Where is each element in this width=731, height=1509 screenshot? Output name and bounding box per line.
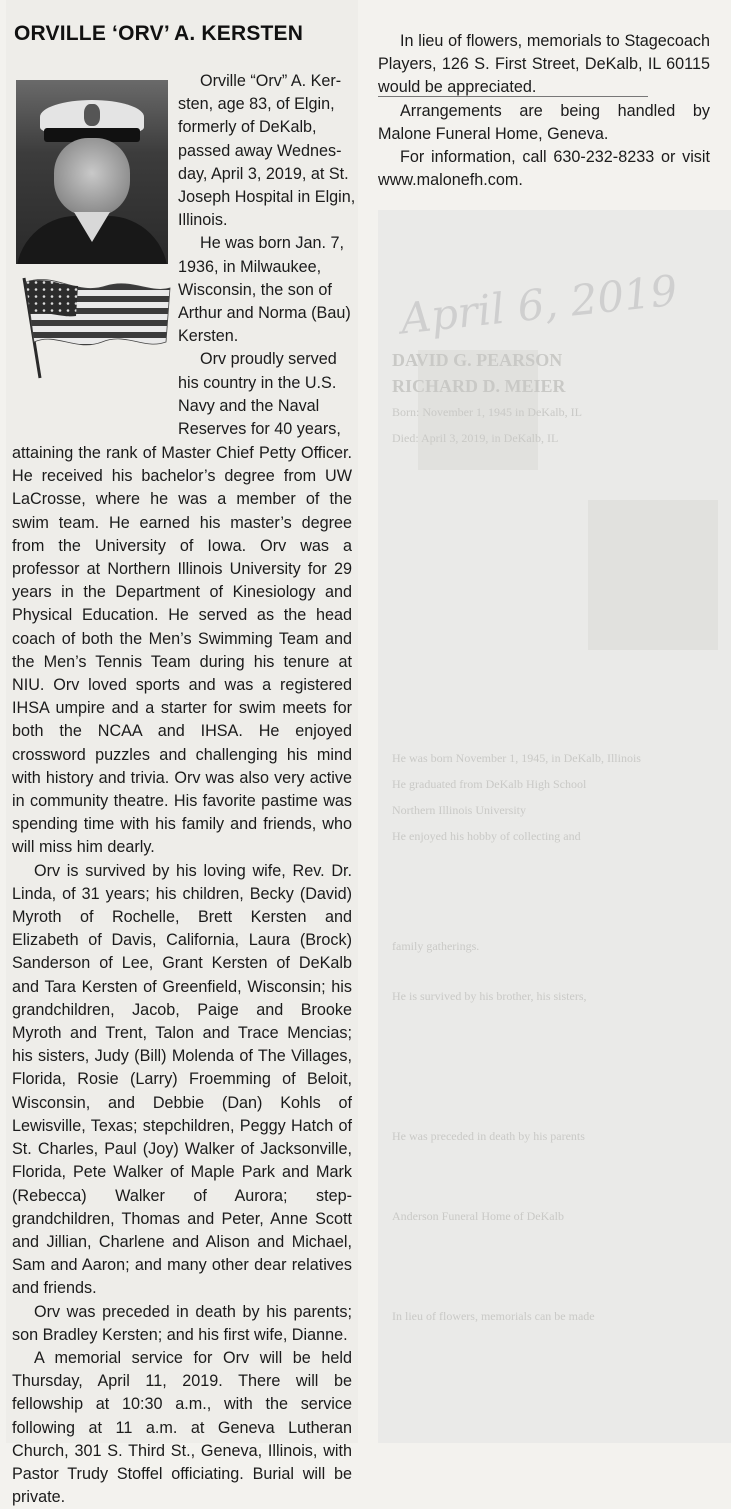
obituary-paragraph: Orv was preceded in death by his parents; son Bradley Kersten; and his first wife, Dianne. bbox=[12, 1302, 352, 1344]
obituary-line: formerly of DeKalb, bbox=[178, 118, 317, 137]
obituary-body-text bbox=[12, 442, 352, 1509]
bleed-through-line: He was born November 1, 1945, in DeKalb, Illinois bbox=[392, 751, 641, 765]
portrait-photo bbox=[16, 80, 168, 264]
obituary-headline: ORVILLE ‘ORV’ A. KERSTEN bbox=[14, 22, 304, 45]
obituary-paragraph: attaining the rank of Master Chief Petty Officer. He received his bachelor’s degree from UW LaCrosse, where he was a member of the swim team. He earned his master’s degree from the University of Iowa. Orv was a professor at Northern Illinois University for 29 years in the Department of Kinesiology and Physical Education. He served as the head coach of both the Men’s Swimming Team and the Men’s Tennis Team during his tenure at NIU. Orv loved sports and was a registered IHSA umpire and a starter for swim meets for both the NCAA and IHSA. He enjoyed crossword puzzles and challenging his mind with history and trivia. Orv was also very active in community theatre. His favorite pastime was spending time with his family and friends, who will miss him dearly. bbox=[12, 444, 352, 857]
right-column-paragraph: For information, call 630-232-8233 or visit www.malonefh.com. bbox=[378, 148, 710, 190]
bleed-through-handwriting: April 6, 2019 bbox=[398, 265, 680, 344]
obituary-line: his country in the U.S. bbox=[178, 373, 337, 392]
right-column-text bbox=[378, 30, 710, 192]
face-shape bbox=[54, 138, 130, 216]
right-column-paragraph: Arrangements are being handled by Malone Funeral Home, Geneva. bbox=[378, 101, 710, 143]
cap-badge bbox=[84, 104, 100, 126]
obituary-line: Wisconsin, the son of bbox=[178, 280, 332, 299]
bleed-through-line: DAVID G. PEARSON bbox=[392, 350, 563, 370]
obituary-wrap-text bbox=[178, 70, 356, 441]
obituary-line: 1936, in Milwaukee, bbox=[178, 257, 322, 276]
obituary-line: Orville “Orv” A. Ker- bbox=[200, 72, 342, 90]
american-flag-icon bbox=[16, 272, 172, 380]
obituary-line: Reserves for 40 years, bbox=[178, 420, 341, 439]
obituary-line: passed away Wednes- bbox=[178, 141, 342, 160]
bleed-through-line: He is survived by his brother, his sisters, bbox=[392, 989, 587, 1003]
bleed-through-line: He enjoyed his hobby of collecting and bbox=[392, 829, 581, 843]
obituary-line: sten, age 83, of Elgin, bbox=[178, 95, 335, 114]
bleed-through-line: family gatherings. bbox=[392, 939, 480, 953]
bleed-through-line: He was preceded in death by his parents bbox=[392, 1129, 585, 1143]
obituary-paragraph: A memorial service for Orv will be held Thursday, April 11, 2019. There will be fellowship at 10:30 a.m., with the service following at 11 a.m. at Geneva Lutheran Church, 301 S. Third St., Geneva, Illinois, with Pastor Trudy Stoffel officiating. Burial will be private. bbox=[12, 1348, 352, 1507]
bleed-through-area bbox=[378, 210, 731, 1443]
bleed-through-line: In lieu of flowers, memorials can be made bbox=[392, 1309, 595, 1323]
obituary-line: Kersten. bbox=[178, 327, 239, 346]
obituary-line: Arthur and Norma (Bau) bbox=[178, 304, 351, 323]
obituary-line: Navy and the Naval bbox=[178, 396, 320, 415]
bleed-through-line: RICHARD D. MEIER bbox=[392, 376, 566, 396]
obituary-line: day, April 3, 2019, at St. bbox=[178, 164, 349, 183]
bleed-through-line: Anderson Funeral Home of DeKalb bbox=[392, 1209, 564, 1223]
bleed-through-line: He graduated from DeKalb High School bbox=[392, 777, 587, 791]
obituary-paragraph: Orv is survived by his loving wife, Rev. Dr. Linda, of 31 years; his children, Becky (David) Myroth of Rochelle, Brett Kersten and Elizabeth of Davis, California, Laura (Brock) Sanderson of Lee, Grant Kersten of DeKalb and Tara Kersten of Greenfield, Wisconsin; his grandchildren, Jacob, Paige and Brooke Myroth and Trent, Talon and Trace Mencias; his sisters, Judy (Bill) Molenda of The Villages, Florida, Rosie (Larry) Froemming of Beloit, Wisconsin, and Debbie (Dan) Kohls of Lewisville, Texas; stepchildren, Peggy Hatch of St. Charles, Paul (Joy) Walker of Jacksonville, Florida, Pete Walker of Maple Park and Mark (Rebecca) Walker of Aurora; step-grandchildren, Thomas and Peter, Anne Scott and Jillian, Charlene and Alison and Michael, Sam and Aaron; and many other dear relatives and friends. bbox=[12, 861, 352, 1298]
right-column-paragraph: In lieu of flowers, memorials to Stagecoach Players, 126 S. First Street, DeKalb, IL 60115 would be appreciated. bbox=[378, 32, 710, 97]
obituary-line: Joseph Hospital in Elgin, bbox=[178, 188, 356, 207]
obituary-line: Orv proudly served bbox=[200, 350, 337, 369]
bleed-through-line: Northern Illinois University bbox=[392, 803, 526, 817]
bleed-through-line: Born: November 1, 1945 in DeKalb, IL bbox=[392, 405, 582, 419]
obituary-line: He was born Jan. 7, bbox=[200, 234, 344, 253]
obituary-line: Illinois. bbox=[178, 211, 228, 230]
bleed-through-line: Died: April 3, 2019, in DeKalb, IL bbox=[392, 431, 559, 445]
